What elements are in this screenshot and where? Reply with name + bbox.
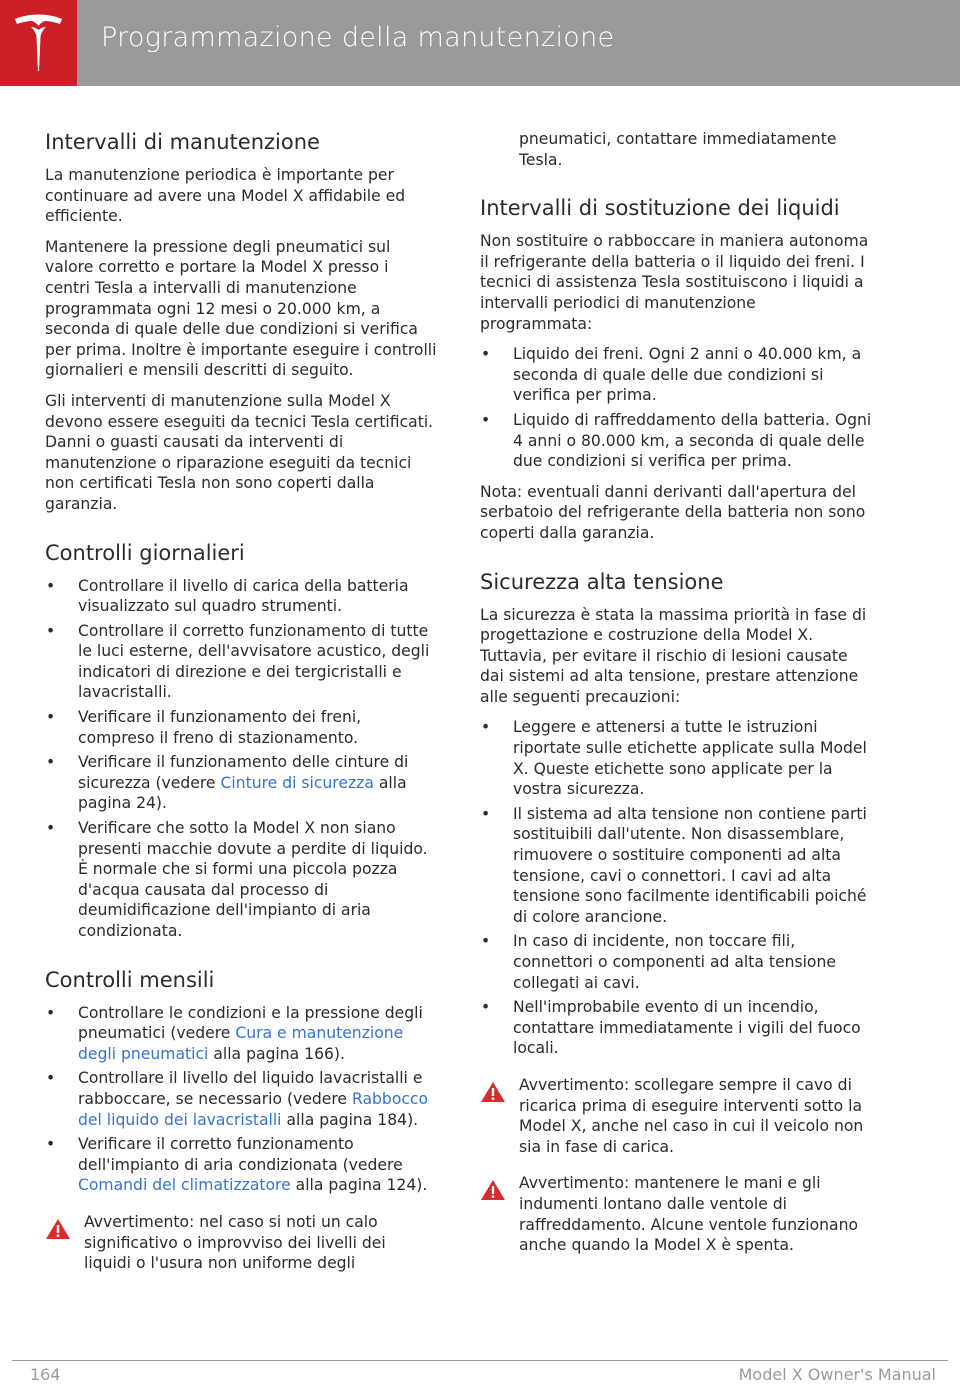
list-item-text: Nell'improbabile evento di un incendio, contattare immediatamente i vigili del fuoco locali. [513, 998, 861, 1058]
tesla-logo-icon [12, 13, 65, 73]
list-item [45, 707, 437, 748]
list-item [45, 752, 437, 814]
bullet-icon: • [46, 621, 56, 640]
link-seat-belts[interactable]: Cinture di sicurezza [220, 773, 374, 792]
warning-text: Avvertimento: mantenere le mani e gli indumenti lontano dalle ventole di raffreddamento. Alcune ventole funzionano anche quando la Model X è spenta. [519, 1174, 858, 1255]
warning-box [45, 1212, 437, 1274]
section-fluid-replacement [480, 194, 872, 543]
list-item-text: Leggere e attenersi a tutte le istruzioni riportate sulle etichette applicate sulla Model X. Queste etichette sono applicate per la vostra sicurezza. [513, 718, 867, 799]
warning-continuation [480, 129, 872, 170]
list-item-text: Controllare le condizioni e la pressione degli pneumatici (vedere [78, 1003, 423, 1043]
section-maintenance-intervals [45, 128, 437, 515]
footer-divider [12, 1360, 948, 1361]
paragraph: La sicurezza è stata la massima priorità in fase di progettazione e costruzione della Model X. Tuttavia, per evitare il rischio di lesioni causate dai sistemi ad alta tensione, prestare attenzione alle seguenti precauzioni: [480, 605, 867, 706]
warning-box [480, 1075, 872, 1157]
warning-text: pneumatici, contattare immediatamente Tesla. [519, 130, 837, 169]
bullet-icon: • [481, 932, 491, 951]
list-item-text: Verificare che sotto la Model X non siano presenti macchie dovute a perdite di liquido. È normale che si formi una piccola pozza d'acqua causata dal processo di deumidificazione dell'impianto di aria condizionata. [78, 819, 428, 940]
right-column [480, 129, 872, 1256]
list-item [480, 344, 872, 406]
list-item-text: Controllare il livello del liquido lavacristalli e rabboccare, se necessario (vedere [78, 1069, 423, 1108]
section-heading: Intervalli di sostituzione dei liquidi [480, 196, 840, 221]
warning-text: Avvertimento: nel caso si noti un calo significativo o improvviso dei livelli dei liquidi o l'usura non uniforme degli [84, 1212, 386, 1273]
list-item-text: Liquido di raffreddamento della batteria. Ogni 4 anni o 80.000 km, a seconda di quale delle due condizioni si verifica per prima. [513, 410, 872, 471]
warning-icon [480, 1081, 506, 1103]
paragraph: Non sostituire o rabboccare in maniera autonoma il refrigerante della batteria o il liquido dei freni. I tecnici di assistenza Tesla sostituiscono i liquidi a intervalli periodici di manutenzione programmata: [480, 232, 869, 333]
section-high-voltage-safety [480, 568, 872, 1256]
section-heading: Controlli mensili [45, 967, 215, 992]
list-item [45, 1068, 437, 1130]
bullet-icon: • [481, 804, 491, 823]
list-item-text: Controllare il livello di carica della batteria visualizzato sul quadro strumenti. [78, 576, 409, 616]
manual-title: Model X Owner's Manual [738, 1365, 936, 1384]
bullet-icon: • [481, 718, 491, 737]
link-tire-care[interactable]: Cura e manutenzione degli pneumatici [78, 1024, 404, 1063]
bullet-list [480, 717, 872, 1059]
bullet-icon: • [46, 576, 56, 595]
list-item-text: Verificare il funzionamento delle cinture di sicurezza (vedere [78, 753, 409, 792]
list-item [480, 997, 872, 1059]
note-paragraph: Nota: eventuali danni derivanti dall'apertura del serbatoio del refrigerante della batteria non sono coperti dalla garanzia. [480, 482, 866, 542]
list-item [45, 621, 437, 703]
warning-icon [45, 1218, 71, 1240]
list-item [45, 1003, 437, 1065]
bullet-icon: • [46, 819, 56, 838]
bullet-list [480, 344, 872, 472]
page-number: 164 [30, 1365, 61, 1384]
bullet-list [45, 576, 437, 942]
page-title: Programmazione della manutenzione [101, 22, 615, 53]
page-header [0, 0, 960, 86]
list-item-text: alla pagina 184). [281, 1110, 419, 1129]
list-item-text: alla pagina 124). [290, 1176, 428, 1195]
paragraph: Mantenere la pressione degli pneumatici sul valore corretto e portare la Model X presso i centri Tesla a intervalli di manutenzione programmata ogni 12 mesi o 20.000 km, a seconda di quale delle due condizioni si verifica per prima. Inoltre è importante eseguire i controlli giornalieri e mensili descritti di seguito. [45, 237, 437, 380]
list-item [480, 931, 872, 993]
bullet-icon: • [46, 753, 56, 772]
section-daily-checks [45, 539, 437, 942]
bullet-icon: • [481, 345, 491, 364]
section-heading: Sicurezza alta tensione [480, 569, 724, 594]
paragraph: La manutenzione periodica è importante per continuare ad avere una Model X affidabile ed efficiente. [45, 166, 406, 226]
bullet-list [45, 1003, 437, 1196]
bullet-icon: • [46, 708, 56, 727]
bullet-icon: • [46, 1003, 56, 1022]
bullet-icon: • [46, 1069, 56, 1088]
link-washer-fluid[interactable]: Rabbocco del liquido dei lavacristalli [78, 1089, 429, 1129]
bullet-icon: • [481, 410, 491, 429]
list-item [480, 717, 872, 799]
left-column [45, 128, 437, 1274]
bullet-icon: • [46, 1135, 56, 1154]
list-item [480, 804, 872, 928]
section-heading: Intervalli di manutenzione [45, 130, 320, 154]
warning-text: Avvertimento: scollegare sempre il cavo di ricarica prima di eseguire interventi sotto la Model X, anche nel caso in cui il veicolo non sia in fase di carica. [519, 1075, 864, 1156]
list-item-text: Liquido dei freni. Ogni 2 anni o 40.000 km, a seconda di quale delle due condizioni si verifica per prima. [513, 345, 862, 405]
section-monthly-checks [45, 966, 437, 1274]
warning-box [480, 1173, 872, 1255]
paragraph: Gli interventi di manutenzione sulla Model X devono essere eseguiti da tecnici Tesla certificati. Danni o guasti causati da interventi di manutenzione o riparazione eseguiti da tecnici non certificati Tesla non sono coperti dalla garanzia. [45, 391, 434, 513]
bullet-icon: • [481, 998, 491, 1017]
section-heading: Controlli giornalieri [45, 540, 245, 565]
list-item-text: alla pagina 166). [208, 1044, 345, 1063]
list-item-text: Il sistema ad alta tensione non contiene parti sostituibili dall'utente. Non disassemblare, rimuovere o sostituire componenti ad alta tensione, cavi o connettori. I cavi ad alta tensione sono facilmente identificabili poiché di colore arancione. [513, 804, 867, 926]
list-item [480, 410, 872, 472]
list-item [45, 1134, 437, 1196]
list-item-text: In caso di incidente, non toccare fili, connettori o componenti ad alta tensione collegati ai cavi. [513, 932, 836, 992]
list-item-text: Verificare il funzionamento dei freni, compreso il freno di stazionamento. [78, 708, 362, 747]
list-item [45, 576, 437, 617]
list-item-text: alla pagina 24). [78, 773, 407, 813]
list-item [45, 818, 437, 942]
link-climate-controls[interactable]: Comandi del climatizzatore [78, 1176, 291, 1195]
list-item-text: Verificare il corretto funzionamento dell'impianto di aria condizionata (vedere [78, 1135, 403, 1174]
tesla-logo [0, 0, 77, 86]
list-item-text: Controllare il corretto funzionamento di tutte le luci esterne, dell'avvisatore acustico, degli indicatori di direzione e dei tergicristalli e lavacristalli. [78, 621, 430, 702]
warning-icon [480, 1179, 506, 1201]
